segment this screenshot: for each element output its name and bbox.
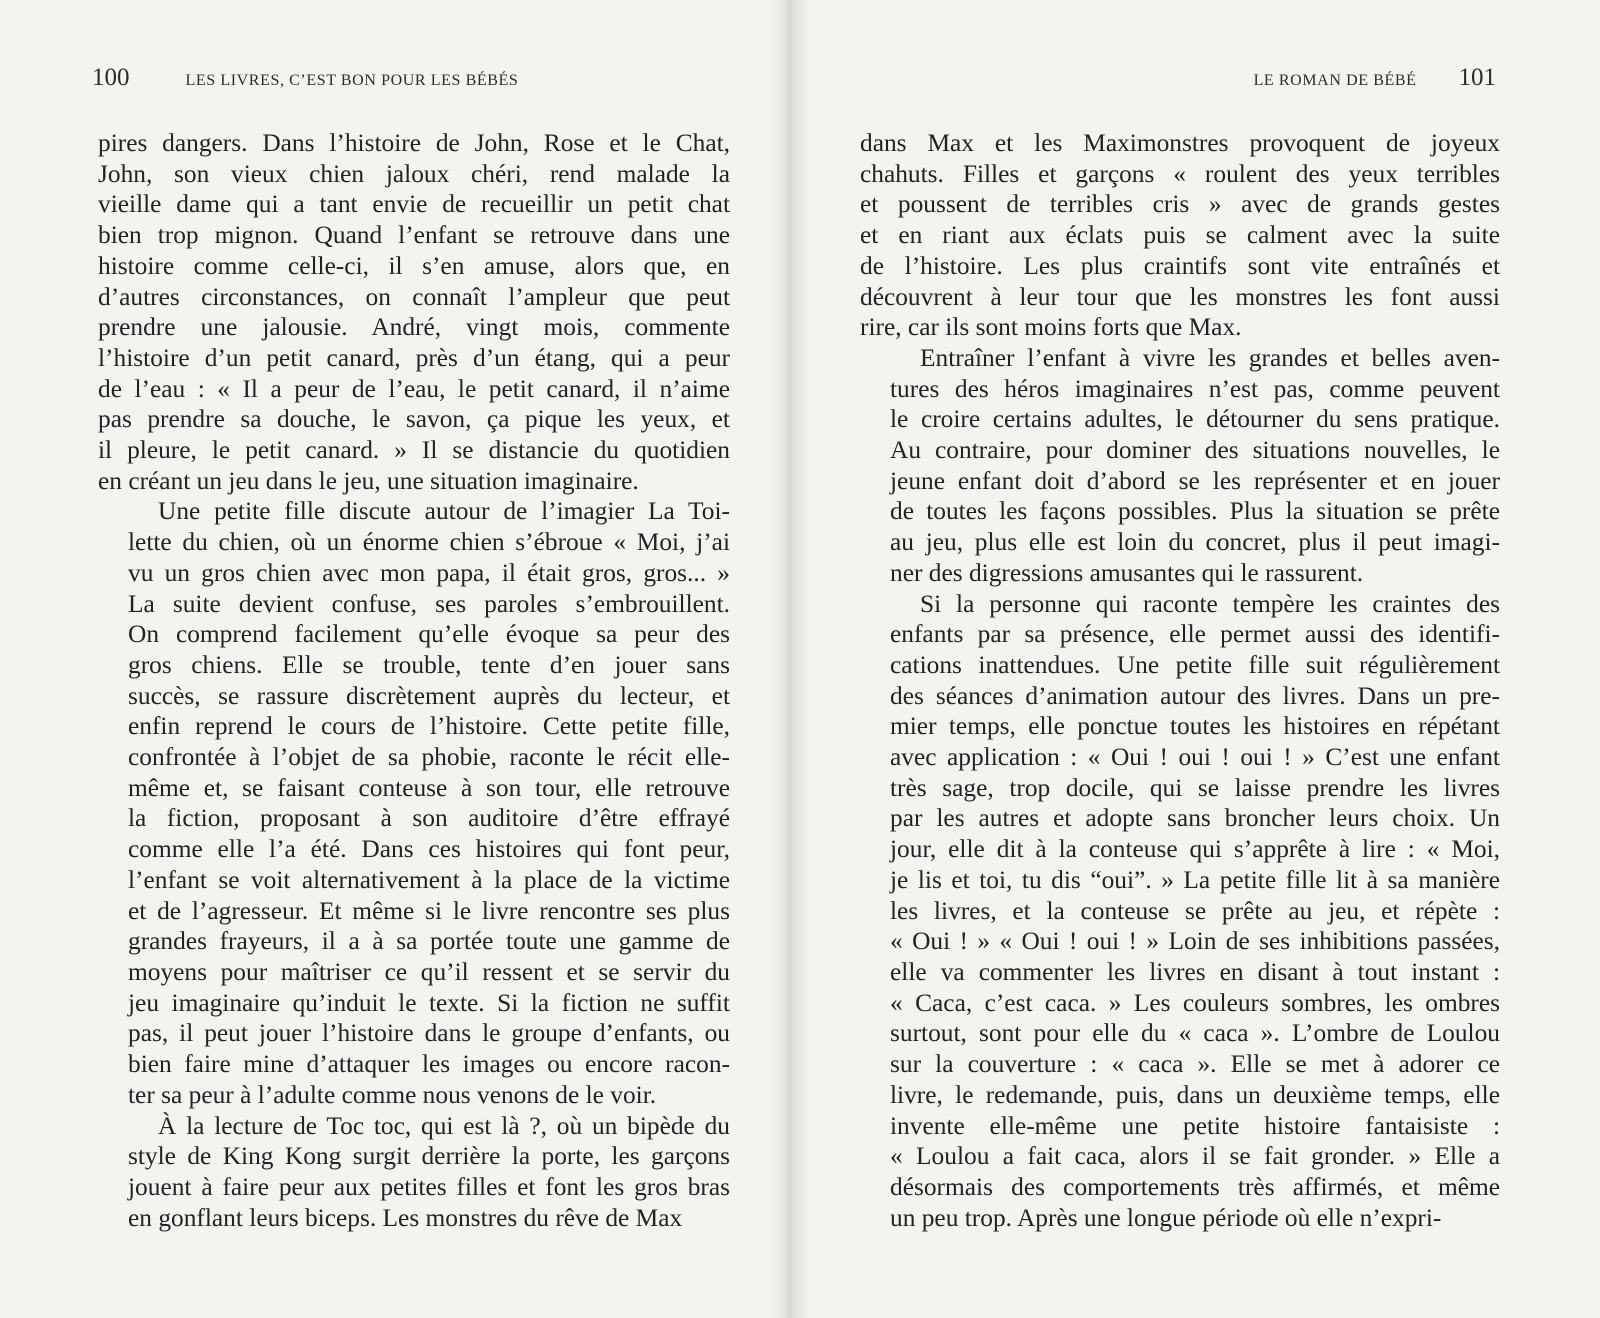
text-line: « Caca, c’est caca. » Les couleurs sombres, les ombres (890, 988, 1500, 1017)
text-line: même et, se faisant conteuse à son tour, elle retrouve (128, 773, 730, 802)
left-running-head: LES LIVRES, C’EST BON POUR LES BÉBÉS (185, 72, 519, 89)
text-line: ter sa peur à l’adulte comme nous venons de le voir. (128, 1080, 657, 1109)
text-line: Une petite fille discute autour de l’imagier La Toi- (158, 497, 730, 526)
left-page-body (98, 128, 730, 1233)
text-line: au jeu, plus elle est loin du concret, plus il peut imagi- (890, 528, 1500, 557)
text-line: pires dangers. Dans l’histoire de John, Rose et le Chat, (98, 129, 730, 157)
left-page-number: 100 (92, 64, 130, 91)
paragraph (98, 1111, 730, 1234)
text-line: chahuts. Filles et garçons « roulent des yeux terribles (860, 159, 1500, 188)
text-line: la fiction, proposant à son auditoire d’être effrayé (128, 804, 730, 833)
text-line: et poussent de terribles cris » avec de grands gestes (860, 190, 1500, 219)
text-line: rire, car ils sont moins forts que Max. (860, 313, 1242, 342)
text-line: lette du chien, où un énorme chien s’ébroue « Moi, j’ai (128, 528, 730, 557)
text-line: désormais des comportements très affirmés, et même (890, 1172, 1500, 1201)
text-line: jeune enfant doit d’abord se les représenter et en jouer (890, 466, 1500, 495)
text-line: l’histoire d’un petit canard, près d’un étang, qui a peur (98, 343, 730, 372)
right-page-body (860, 128, 1500, 1233)
paragraph (860, 589, 1500, 1234)
paragraph (98, 496, 730, 1110)
text-line: grandes frayeurs, il a à sa portée toute une gamme de (128, 927, 730, 956)
text-line: « Loulou a fait caca, alors il se fait gronder. » Elle a (890, 1142, 1500, 1171)
right-page (790, 0, 1600, 1318)
text-line: en créant un jeu dans le jeu, une situation imaginaire. (98, 466, 639, 495)
text-line: très sage, trop docile, qui se laisse prendre les livres (890, 773, 1500, 802)
text-line: invente elle-même une petite histoire fantaisiste : (890, 1111, 1500, 1140)
text-line: gros chiens. Elle se trouble, tente d’en jouer sans (128, 650, 730, 679)
text-line: cations inattendues. Une petite fille suit régulièrement (890, 650, 1500, 679)
text-line: bien trop mignon. Quand l’enfant se retrouve dans une (98, 221, 730, 250)
text-line: surtout, sont pour elle du « caca ». L’ombre de Loulou (890, 1019, 1500, 1048)
paragraph (860, 128, 1500, 343)
text-line: jouent à faire peur aux petites filles et font les gros bras (128, 1172, 730, 1201)
text-line: mier temps, elle ponctue toutes les histoires en répétant (890, 712, 1500, 741)
text-line: d’autres circonstances, on connaît l’ampleur que peut (98, 282, 730, 311)
text-line: Entraîner l’enfant à vivre les grandes et belles aven- (920, 343, 1500, 372)
text-line: de l’eau : « Il a peur de l’eau, le petit canard, il n’aime (98, 374, 730, 403)
paragraph (98, 128, 730, 496)
text-line: On comprend facilement qu’elle évoque sa peur des (128, 620, 730, 649)
text-line: bien faire mine d’attaquer les images ou encore racon- (128, 1050, 730, 1079)
text-line: un peu trop. Après une longue période où elle n’expri- (890, 1203, 1442, 1232)
text-line: enfin reprend le cours de l’histoire. Cette petite fille, (128, 712, 730, 741)
text-line: et de l’agresseur. Et même si le livre rencontre ses plus (128, 896, 730, 925)
left-page (0, 0, 790, 1318)
text-line: de l’histoire. Les plus craintifs sont vite entraînés et (860, 251, 1500, 280)
text-line: Au contraire, pour dominer des situations nouvelles, le (890, 436, 1500, 465)
text-line: livre, le redemande, puis, dans un deuxième temps, elle (890, 1080, 1500, 1109)
text-line: vu un gros chien avec mon papa, il était gros, gros... » (128, 558, 730, 587)
text-line: jour, elle dit à la conteuse qui s’apprête à lire : « Moi, (890, 835, 1500, 864)
text-line: moyens pour maîtriser ce qu’il ressent et se servir du (128, 957, 730, 986)
text-line: avec application : « Oui ! oui ! oui ! » C’est une enfant (890, 743, 1500, 772)
text-line: elle va commenter les livres en disant à tout instant : (890, 957, 1500, 986)
text-line: pas prendre sa douche, le savon, ça pique les yeux, et (98, 405, 730, 434)
text-line: « Oui ! » « Oui ! oui ! » Loin de ses inhibitions passées, (890, 927, 1500, 956)
text-line: tures des héros imaginaires n’est pas, comme peuvent (890, 374, 1500, 403)
left-page-header (92, 64, 732, 98)
text-line: ner des digressions amusantes qui le rassurent. (890, 558, 1364, 587)
text-line: succès, se rassure discrètement auprès du lecteur, et (128, 681, 730, 710)
text-line: et en riant aux éclats puis se calment avec la suite (860, 221, 1500, 250)
book-gutter-shadow (770, 0, 810, 1318)
text-line: pas, il peut jouer l’histoire dans le groupe d’enfants, ou (128, 1019, 730, 1048)
text-line: l’enfant se voit alternativement à la place de la victime (128, 865, 730, 894)
text-line: les livres, et la conteuse se prête au jeu, et répète : (890, 896, 1500, 925)
text-line: en gonflant leurs biceps. Les monstres du rêve de Max (128, 1203, 683, 1232)
text-line: confrontée à l’objet de sa phobie, raconte le récit elle- (128, 743, 730, 772)
text-line: jeu imaginaire qu’induit le texte. Si la fiction ne suffit (128, 988, 730, 1017)
right-page-number: 101 (1458, 64, 1496, 91)
text-line: découvrent à leur tour que les monstres les font aussi (860, 282, 1500, 311)
text-line: il pleure, le petit canard. » Il se distancie du quotidien (98, 436, 730, 465)
text-line: À la lecture de Toc toc, qui est là ?, où un bipède du (158, 1111, 730, 1140)
right-running-head: LE ROMAN DE BÉBÉ (1253, 72, 1417, 89)
text-line: de toutes les façons possibles. Plus la situation se prête (890, 497, 1500, 526)
text-line: le croire certains adultes, le détourner du sens pratique. (890, 405, 1500, 434)
text-line: comme elle l’a été. Dans ces histoires qui font peur, (128, 835, 730, 864)
text-line: par les autres et adopte sans broncher leurs choix. Un (890, 804, 1500, 833)
text-line: prendre une jalousie. André, vingt mois, commente (98, 313, 730, 342)
right-page-header (876, 64, 1496, 98)
text-line: style de King Kong surgit derrière la porte, les garçons (128, 1142, 730, 1171)
text-line: Si la personne qui raconte tempère les craintes des (920, 589, 1500, 618)
text-line: La suite devient confuse, ses paroles s’embrouillent. (128, 589, 730, 618)
text-line: John, son vieux chien jaloux chéri, rend malade la (98, 159, 730, 188)
text-line: histoire comme celle-ci, il s’en amuse, alors que, en (98, 251, 730, 280)
text-line: sur la couverture : « caca ». Elle se met à adorer ce (890, 1050, 1500, 1079)
text-line: dans Max et les Maximonstres provoquent de joyeux (860, 129, 1500, 157)
text-line: je lis et toi, tu dis “oui”. » La petite fille lit à sa manière (890, 865, 1500, 894)
text-line: des séances d’animation autour des livres. Dans un pre- (890, 681, 1500, 710)
paragraph (860, 343, 1500, 589)
text-line: enfants par sa présence, elle permet aussi des identifi- (890, 620, 1500, 649)
text-line: vieille dame qui a tant envie de recueillir un petit chat (98, 190, 730, 219)
